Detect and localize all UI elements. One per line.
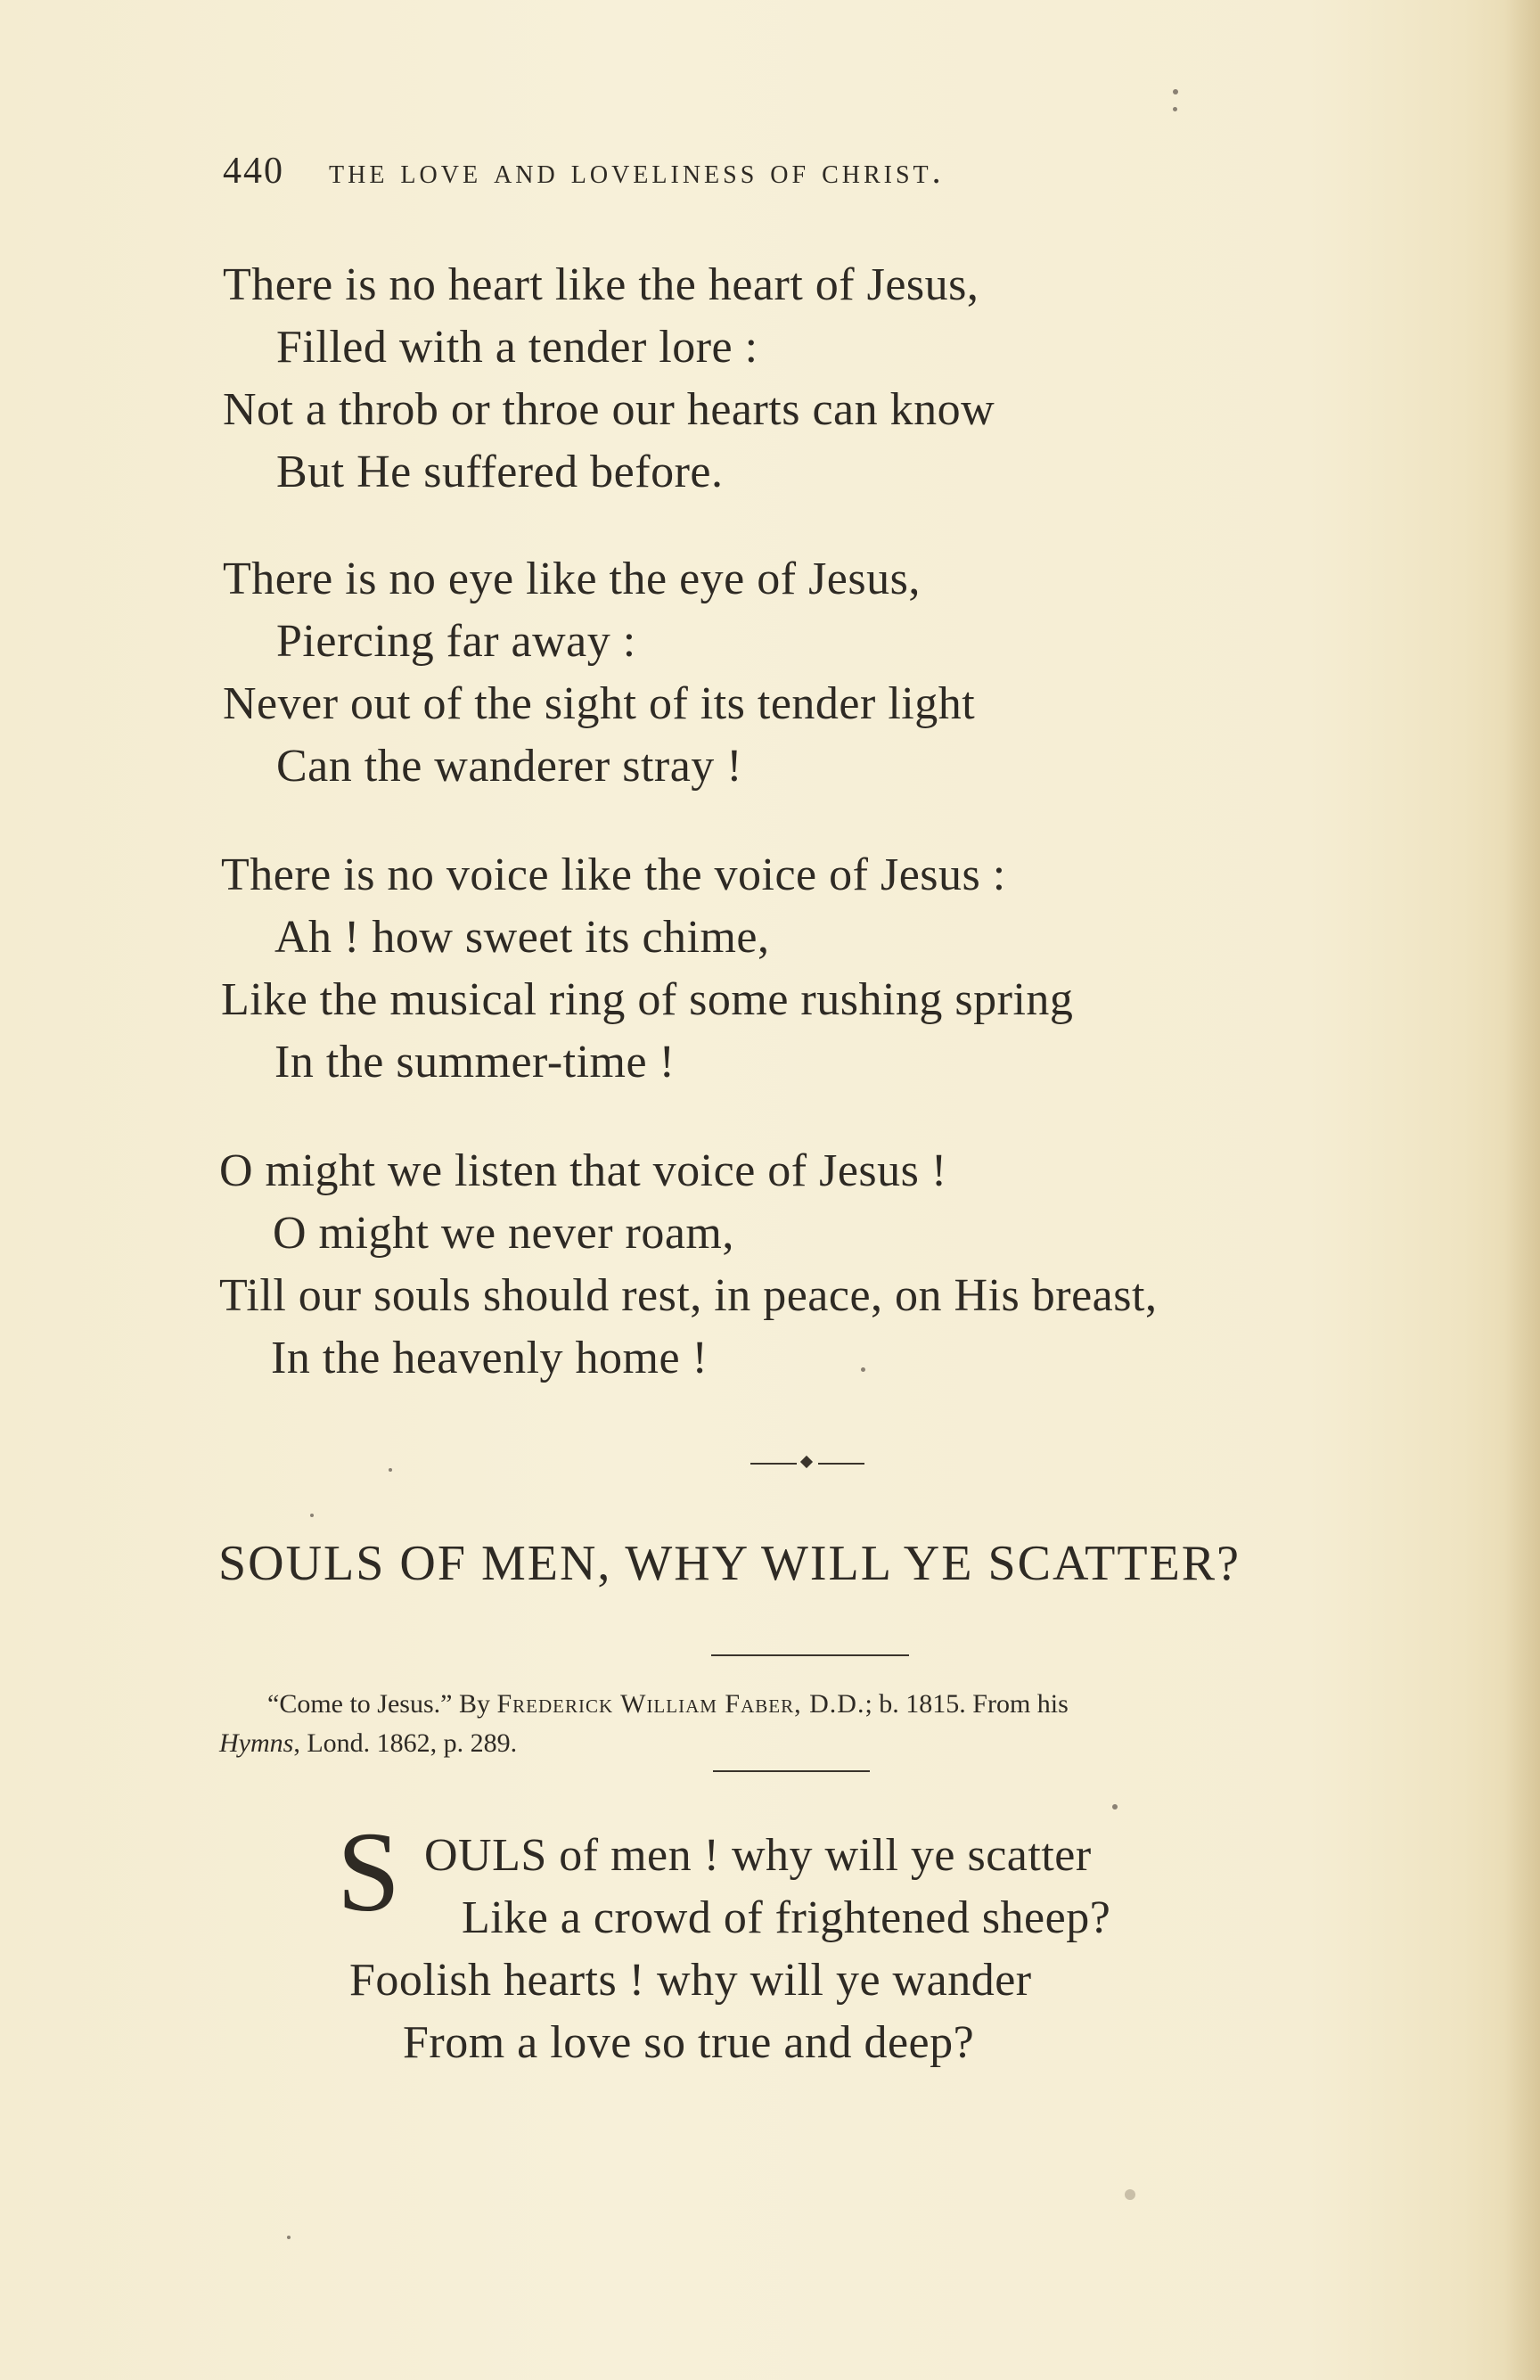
poem-line: Like a crowd of frightened sheep? bbox=[462, 1892, 1111, 1943]
source-from: From his bbox=[972, 1689, 1069, 1719]
poem-line: In the summer-time ! bbox=[274, 1037, 676, 1087]
paper-speck bbox=[1125, 2189, 1135, 2200]
source-born: ; b. 1815. bbox=[864, 1689, 966, 1719]
ornamental-separator bbox=[750, 1462, 864, 1465]
poem-line: There is no voice like the voice of Jesus : bbox=[221, 849, 1006, 900]
page-edge-shadow bbox=[1504, 0, 1540, 2380]
poem-line: O might we never roam, bbox=[273, 1208, 734, 1259]
poem-line: OULS of men ! why will ye scatter bbox=[424, 1830, 1092, 1881]
poem-line: There is no eye like the eye of Jesus, bbox=[223, 554, 921, 604]
paper-speck bbox=[1173, 89, 1178, 94]
paper-speck bbox=[861, 1367, 865, 1372]
paper-speck bbox=[1173, 107, 1177, 111]
poem-line: O might we listen that voice of Jesus ! bbox=[219, 1145, 947, 1196]
running-head bbox=[223, 150, 1292, 193]
source-book: Hymns bbox=[219, 1728, 294, 1758]
paper-speck bbox=[1112, 1804, 1118, 1810]
poem-line: In the heavenly home ! bbox=[271, 1333, 709, 1383]
poem-title: SOULS OF MEN, WHY WILL YE SCATTER? bbox=[218, 1536, 1241, 1591]
running-head-title: the love and loveliness of christ. bbox=[329, 151, 945, 191]
source-rule bbox=[713, 1770, 870, 1772]
page-number: 440 bbox=[223, 151, 284, 192]
poem-line: Never out of the sight of its tender light bbox=[223, 678, 976, 729]
separator-rule-left bbox=[750, 1463, 797, 1465]
title-rule bbox=[711, 1654, 909, 1656]
paper-speck bbox=[310, 1514, 314, 1517]
poem-line: Can the wanderer stray ! bbox=[276, 741, 743, 792]
source-quote: “Come to Jesus.” bbox=[267, 1689, 453, 1719]
paper-speck bbox=[287, 2236, 291, 2239]
poem-line: Filled with a tender lore : bbox=[276, 322, 758, 373]
poem-line: There is no heart like the heart of Jesus, bbox=[223, 259, 979, 310]
poem-line: Ah ! how sweet its chime, bbox=[274, 912, 770, 963]
separator-rule-right bbox=[818, 1463, 864, 1465]
poem-line: Piercing far away : bbox=[276, 616, 636, 667]
poem-line: Till our souls should rest, in peace, on His breast, bbox=[219, 1270, 1158, 1321]
source-note-line-1 bbox=[267, 1687, 1069, 1722]
source-author: Frederick William Faber, D.D. bbox=[496, 1689, 865, 1719]
diamond-ornament-icon bbox=[800, 1456, 813, 1468]
source-note-line-2 bbox=[219, 1726, 517, 1761]
paper-speck bbox=[389, 1468, 392, 1472]
poem-line: Foolish hearts ! why will ye wander bbox=[349, 1955, 1032, 2006]
source-by: By bbox=[458, 1689, 490, 1719]
poem-line: But He suffered before. bbox=[276, 447, 724, 497]
drop-cap: S bbox=[337, 1809, 401, 1935]
poem-line: From a love so true and deep? bbox=[403, 2017, 975, 2068]
source-publication: , Lond. 1862, p. 289. bbox=[293, 1728, 518, 1758]
poem-line: Not a throb or throe our hearts can know bbox=[223, 384, 995, 435]
poem-line: Like the musical ring of some rushing spring bbox=[221, 974, 1074, 1025]
